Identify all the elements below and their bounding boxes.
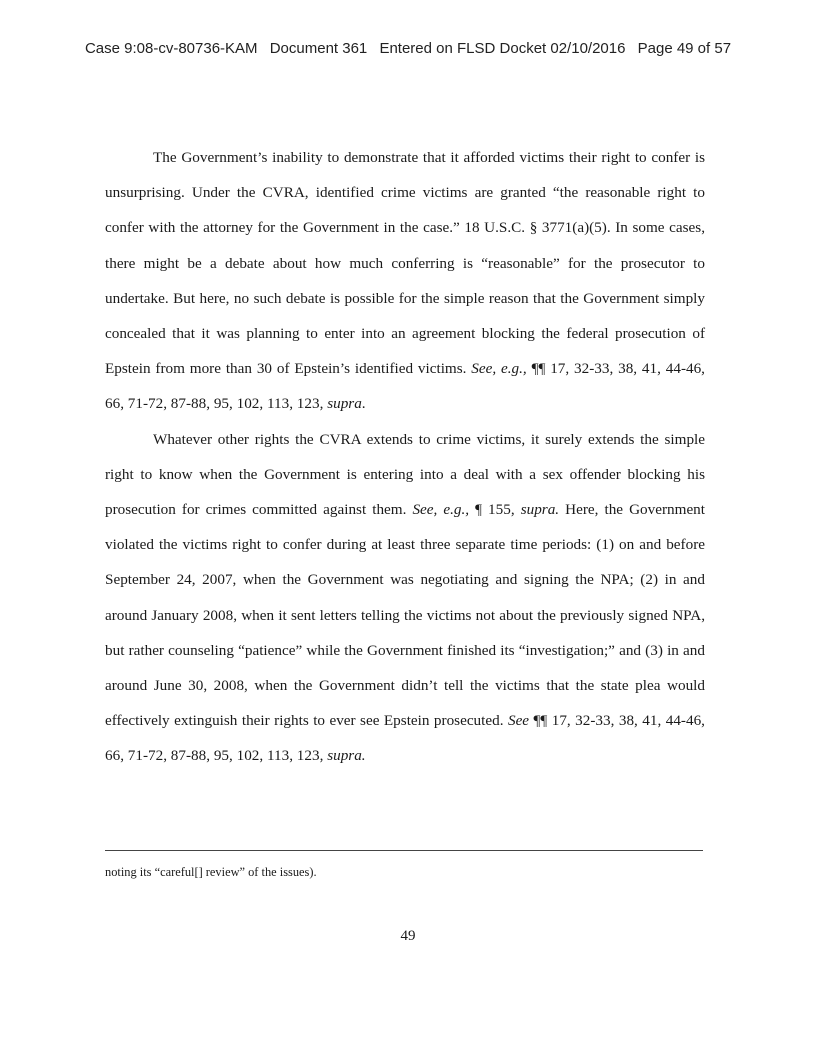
paragraph-2-text-4: ¶¶ 17, 32-33, 38, 41, 44-46, 66, 71-72, 87-88, 95, 102, 113, 123, [105, 712, 705, 765]
paragraph-2 [105, 422, 705, 774]
paragraph-2-text-3: Here, the Government violated the victims right to confer during at least three separate time periods: (1) on and before September 24, 2007, when the Government was negotiating and signing the NPA; (2) in and around January 2008, when it sent letters telling the victims not about the previously signed NPA, but rather counseling “patience” while the Government finished its “investigation;” and (3) in and around June 30, 2008, when the Government didn’t tell the victims that the state plea would effectively extinguish their rights to ever see Epstein prosecuted. [105, 501, 705, 730]
paragraph-2-text-2: ¶ 155, [469, 501, 521, 519]
docket-header [0, 40, 816, 57]
paragraph-1 [105, 140, 705, 422]
page-number: 49 [400, 928, 416, 944]
paragraph-1-text-2: ¶¶ 17, 32-33, 38, 41, 44-46, 66, 71-72, 87-88, 95, 102, 113, 123, [105, 360, 705, 413]
paragraph-2-citation-3: See [507, 712, 530, 730]
paragraph-1-text-1: The Government’s inability to demonstrate that it afforded victims their right to confer is unsurprising. Under the CVRA, identified crime victims are granted “the reasonable right to confer with the attorney for the Government in the case.” 18 U.S.C. § 3771(a)(5). In some cases, there might be a debate about how much conferring is “reasonable” for the prosecutor to undertake. But here, no such debate is possible for the simple reason that the Government simply concealed that it was planning to enter into an agreement blocking the federal prosecution of Epstein from more than 30 of Epstein’s identified victims. [105, 149, 705, 378]
footnote-divider [105, 850, 703, 851]
paragraph-1-citation-2: supra [327, 395, 362, 413]
paragraph-2-text-1: Whatever other rights the CVRA extends to crime victims, it surely extends the simple right to know when the Government is entering into a deal with a sex offender blocking his prosecution for crimes committed against them. [105, 430, 705, 519]
paragraph-1-text-3: . [361, 395, 366, 413]
footnote: noting its “careful[] review” of the issues). [105, 865, 317, 879]
paragraph-2-citation-2: supra. [520, 501, 560, 519]
paragraph-1-citation-1: See, e.g., [471, 360, 527, 378]
case-number: Case 9:08-cv-80736-KAM [84, 40, 258, 57]
document-number: Document 361 [269, 40, 368, 57]
body-text [105, 140, 705, 774]
paragraph-2-citation-4: supra. [327, 747, 366, 765]
page-indicator: Page 49 of 57 [637, 40, 732, 57]
paragraph-2-citation-1: See, e.g., [412, 501, 470, 519]
docket-entry: Entered on FLSD Docket 02/10/2016 [379, 40, 626, 57]
